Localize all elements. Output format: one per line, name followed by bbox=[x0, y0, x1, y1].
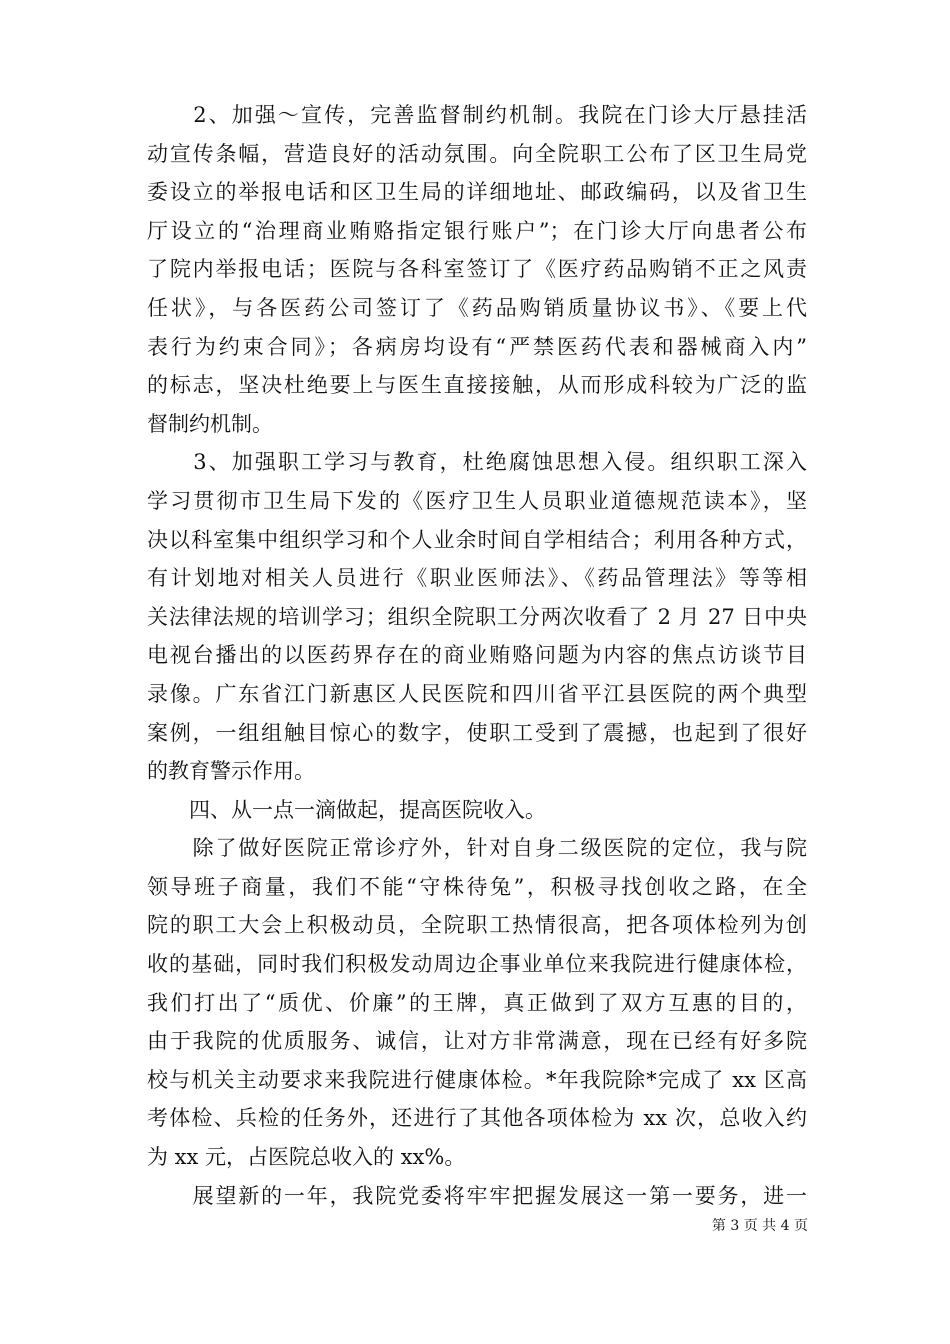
text-line: 领导班子商量，我们不能“守株待兔”，积极寻找创收之路，在全 bbox=[147, 874, 807, 899]
text-line: 收的基础，同时我们积极发动周边企事业单位来我院进行健康体检， bbox=[147, 952, 807, 977]
text-line: 决以科室集中组织学习和个人业余时间自学相结合；利用各种方式， bbox=[147, 527, 807, 552]
text-line: 电视台播出的以医药界存在的商业贿赂问题为内容的焦点访谈节目 bbox=[147, 643, 807, 668]
text-line: 录像。广东省江门新惠区人民医院和四川省平江县医院的两个典型 bbox=[147, 681, 807, 706]
text-line: 为 xx 元，占医院总收入的 xx%。 bbox=[147, 1145, 466, 1170]
text-line: 校与机关主动要求来我院进行健康体检。*年我院除*完成了 xx 区高 bbox=[147, 1067, 807, 1092]
text-line: 了院内举报电话；医院与各科室签订了《医疗药品购销不正之风责 bbox=[147, 257, 807, 282]
text-line: 督制约机制。 bbox=[147, 411, 273, 436]
text-line: 的教育警示作用。 bbox=[147, 759, 315, 784]
text-line: 表行为约束合同》；各病房均设有“严禁医药代表和器械商入内” bbox=[147, 334, 807, 359]
text-line: 任状》，与各医药公司签订了《药品购销质量协议书》、《要上代 bbox=[147, 295, 807, 320]
text-line: 关法律法规的培训学习；组织全院职工分两次收看了 2 月 27 日中央 bbox=[147, 604, 807, 629]
text-line: 委设立的举报电话和区卫生局的详细地址、邮政编码，以及省卫生 bbox=[147, 180, 807, 205]
text-line: 院的职工大会上积极动员，全院职工热情很高，把各项体检列为创 bbox=[147, 913, 807, 938]
text-line: 2、加强～宣传，完善监督制约机制。我院在门诊大厅悬挂活 bbox=[147, 103, 807, 127]
text-line: 有计划地对相关人员进行《职业医师法》、《药品管理法》等等相 bbox=[147, 566, 807, 591]
text-line: 学习贯彻市卫生局下发的《医疗卫生人员职业道德规范读本》，坚 bbox=[147, 488, 807, 513]
document-body bbox=[147, 96, 807, 1215]
text-line: 动宣传条幅，营造良好的活动氛围。向全院职工公布了区卫生局党 bbox=[147, 141, 807, 166]
text-line: 我们打出了“质优、价廉”的王牌，真正做到了双方互惠的目的， bbox=[147, 990, 807, 1015]
section-heading: 四、从一点一滴做起，提高医院收入。 bbox=[147, 797, 546, 822]
text-line: 厅设立的“治理商业贿赂指定银行账户”；在门诊大厅向患者公布 bbox=[147, 218, 807, 243]
text-line: 展望新的一年，我院党委将牢牢把握发展这一第一要务，进一 bbox=[147, 1183, 807, 1208]
text-line: 由于我院的优质服务、诚信，让对方非常满意，现在已经有好多院 bbox=[147, 1029, 807, 1054]
page-number: 第 3 页 共 4 页 bbox=[711, 1218, 808, 1234]
text-line: 案例，一组组触目惊心的数字，使职工受到了震撼，也起到了很好 bbox=[147, 720, 807, 745]
text-line: 的标志，坚决杜绝要上与医生直接接触，从而形成科较为广泛的监 bbox=[147, 373, 807, 398]
text-line: 3、加强职工学习与教育，杜绝腐蚀思想入侵。组织职工深入 bbox=[147, 450, 807, 475]
text-line: 考体检、兵检的任务外，还进行了其他各项体检为 xx 次，总收入约 bbox=[147, 1106, 807, 1131]
text-line: 除了做好医院正常诊疗外，针对自身二级医院的定位，我与院 bbox=[147, 836, 807, 861]
